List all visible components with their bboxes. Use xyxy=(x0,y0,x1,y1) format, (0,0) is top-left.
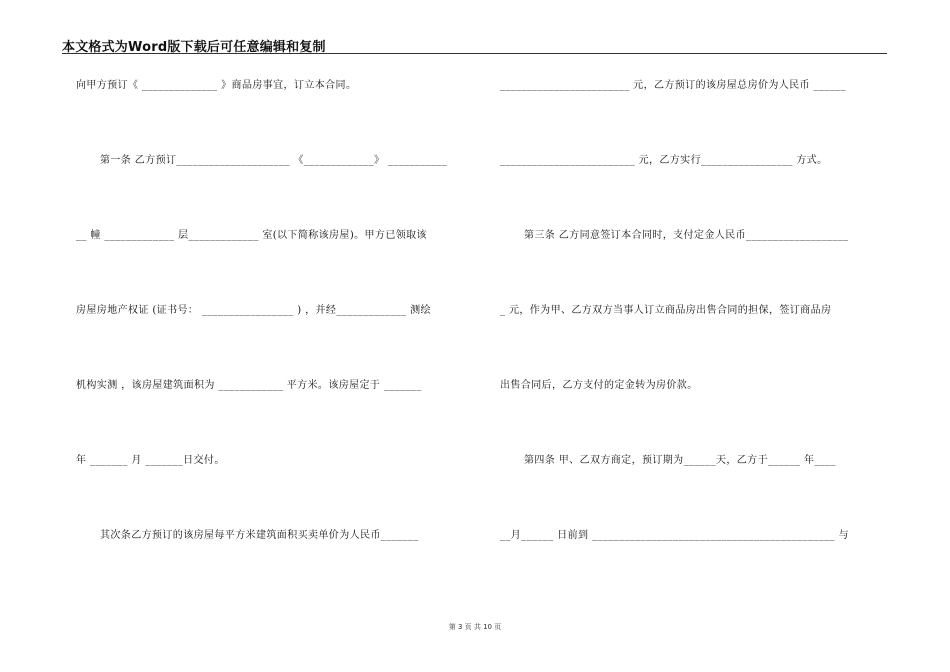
contract-line-9: _________________________ 元，乙方实行_________________ 方式。 xyxy=(500,155,828,166)
contract-line-3: __ 幢 _____________ 层_____________ 室(以下简称该房屋)。甲方已领取该 xyxy=(76,230,427,241)
contract-line-1: 向甲方预订《 ______________ 》商品房事宜，订立本合同。 xyxy=(76,80,357,91)
contract-line-13: 第四条 甲、乙双方商定，预订期为______天，乙方于______ 年____ xyxy=(524,455,836,466)
page-number: 第 3 页 共 10 页 xyxy=(448,623,502,631)
contract-line-14: __月______ 日前到 _____________________________________________ 与 xyxy=(500,530,849,541)
header-divider xyxy=(62,53,887,54)
contract-line-10: 第三条 乙方同意签订本合同时，支付定金人民币___________________ xyxy=(524,230,849,241)
contract-line-8: ________________________ 元，乙方预订的该房屋总房价为人民币 ______ xyxy=(500,80,846,91)
contract-line-11: _ 元，作为甲、乙方双方当事人订立商品房出售合同的担保，签订商品房 xyxy=(500,305,832,316)
contract-line-2: 第一条 乙方预订_____________________ 《_____________》 ___________ xyxy=(100,155,448,166)
document-header-title: 本文格式为Word版下载后可任意编辑和复制 xyxy=(62,40,326,55)
contract-line-4: 房屋房地产权证 (证书号： _________________ ) ，并经_____________ 测绘 xyxy=(76,305,431,316)
contract-line-6: 年 _______ 月 _______日交付。 xyxy=(76,455,225,466)
contract-line-7: 其次条乙方预订的该房屋每平方米建筑面积买卖单价为人民币_______ xyxy=(100,530,419,541)
contract-line-5: 机构实测 ，该房屋建筑面积为 ____________ 平方米。该房屋定于 _______ xyxy=(76,380,422,391)
contract-line-12: 出售合同后，乙方支付的定金转为房价款。 xyxy=(500,380,698,391)
